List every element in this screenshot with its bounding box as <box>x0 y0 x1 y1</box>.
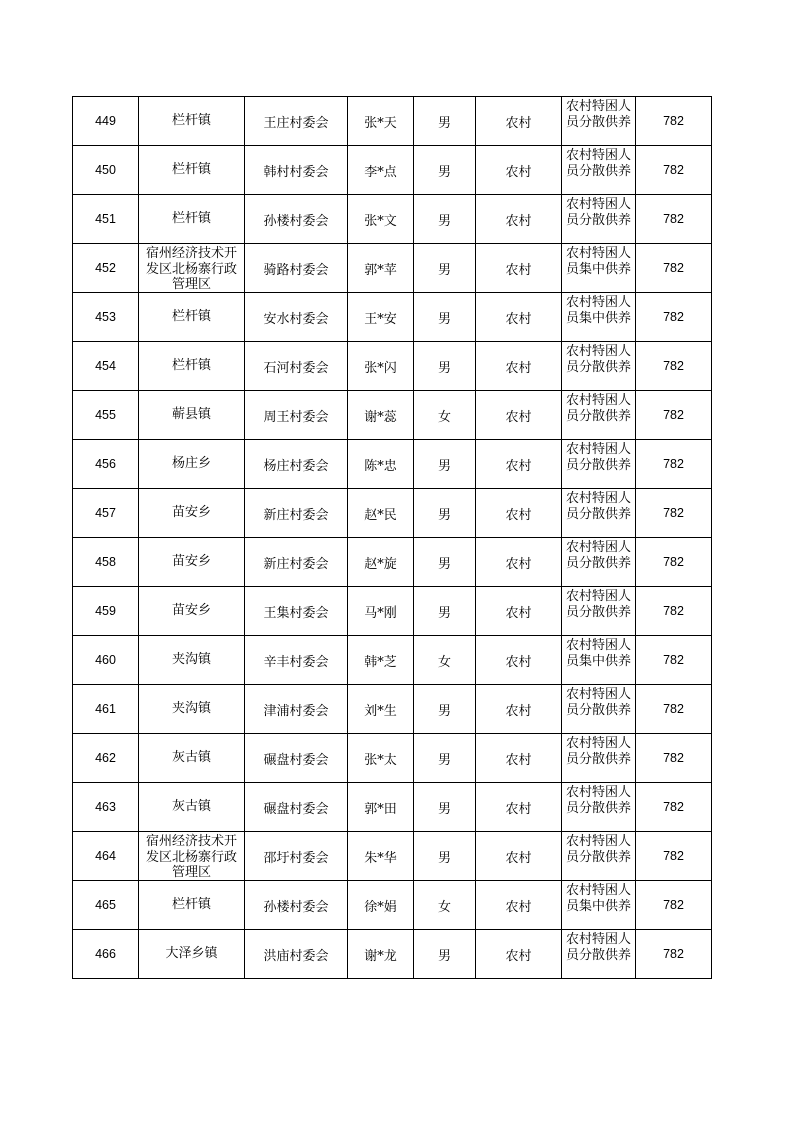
cell-support-type-wrap <box>566 343 631 389</box>
cell-serial-number: 464 <box>73 832 139 881</box>
cell-gender: 女 <box>414 391 476 440</box>
cell-support-type-wrap <box>566 833 631 879</box>
cell-serial-number: 457 <box>73 489 139 538</box>
table-body <box>73 97 712 979</box>
cell-area-type: 农村 <box>476 97 562 146</box>
cell-village-committee: 周王村委会 <box>245 391 348 440</box>
cell-township: 栏杆镇 <box>139 881 245 930</box>
cell-village-committee: 王集村委会 <box>245 587 348 636</box>
cell-support-type-wrap <box>566 539 631 585</box>
table-row <box>73 930 712 979</box>
cell-area-type: 农村 <box>476 636 562 685</box>
relief-recipients-table <box>72 96 712 979</box>
cell-amount: 782 <box>636 342 712 391</box>
cell-serial-number: 462 <box>73 734 139 783</box>
cell-support-type-text: 农村特困人员集中供养 <box>566 246 631 277</box>
cell-township: 苗安乡 <box>139 489 245 538</box>
cell-amount: 782 <box>636 734 712 783</box>
cell-area-type: 农村 <box>476 734 562 783</box>
cell-person-name: 张*太 <box>348 734 414 783</box>
cell-support-type-wrap <box>566 882 631 928</box>
table-row <box>73 391 712 440</box>
cell-village-committee: 杨庄村委会 <box>245 440 348 489</box>
cell-gender: 男 <box>414 146 476 195</box>
table-row <box>73 195 712 244</box>
cell-support-type-wrap <box>566 735 631 781</box>
cell-person-name: 李*点 <box>348 146 414 195</box>
cell-amount: 782 <box>636 930 712 979</box>
cell-amount: 782 <box>636 587 712 636</box>
cell-amount: 782 <box>636 293 712 342</box>
table-row <box>73 244 712 293</box>
cell-village-committee: 洪庙村委会 <box>245 930 348 979</box>
cell-support-type-text: 农村特困人员分散供养 <box>566 736 631 767</box>
cell-support-type <box>562 930 636 979</box>
cell-village-committee: 韩村村委会 <box>245 146 348 195</box>
cell-gender: 男 <box>414 489 476 538</box>
cell-village-committee: 新庄村委会 <box>245 538 348 587</box>
cell-serial-number: 452 <box>73 244 139 293</box>
cell-support-type <box>562 587 636 636</box>
cell-township: 夹沟镇 <box>139 685 245 734</box>
cell-township <box>139 832 245 881</box>
cell-serial-number: 460 <box>73 636 139 685</box>
cell-support-type-wrap <box>566 784 631 830</box>
cell-amount: 782 <box>636 783 712 832</box>
cell-amount: 782 <box>636 636 712 685</box>
cell-township: 苗安乡 <box>139 587 245 636</box>
cell-area-type: 农村 <box>476 489 562 538</box>
cell-person-name: 张*天 <box>348 97 414 146</box>
cell-village-committee: 碾盘村委会 <box>245 734 348 783</box>
cell-support-type-wrap <box>566 931 631 977</box>
cell-village-committee: 孙楼村委会 <box>245 195 348 244</box>
cell-gender: 男 <box>414 734 476 783</box>
cell-person-name: 韩*芝 <box>348 636 414 685</box>
cell-township: 蕲县镇 <box>139 391 245 440</box>
cell-gender: 男 <box>414 97 476 146</box>
cell-support-type-text: 农村特困人员分散供养 <box>566 589 631 620</box>
cell-support-type-wrap <box>566 637 631 683</box>
table-row <box>73 734 712 783</box>
cell-gender: 男 <box>414 587 476 636</box>
table-row <box>73 293 712 342</box>
cell-person-name: 朱*华 <box>348 832 414 881</box>
cell-support-type-wrap <box>566 147 631 193</box>
cell-township-wrap <box>142 833 241 879</box>
cell-support-type <box>562 783 636 832</box>
cell-person-name: 刘*生 <box>348 685 414 734</box>
cell-township: 夹沟镇 <box>139 636 245 685</box>
cell-amount: 782 <box>636 489 712 538</box>
cell-serial-number: 451 <box>73 195 139 244</box>
cell-gender: 男 <box>414 195 476 244</box>
table-row <box>73 832 712 881</box>
cell-township <box>139 244 245 293</box>
cell-township: 大泽乡镇 <box>139 930 245 979</box>
cell-amount: 782 <box>636 832 712 881</box>
cell-serial-number: 455 <box>73 391 139 440</box>
cell-amount: 782 <box>636 538 712 587</box>
cell-township: 栏杆镇 <box>139 146 245 195</box>
cell-serial-number: 453 <box>73 293 139 342</box>
cell-support-type-text: 农村特困人员集中供养 <box>566 295 631 326</box>
cell-support-type <box>562 146 636 195</box>
cell-support-type-text: 农村特困人员集中供养 <box>566 883 631 914</box>
cell-gender: 女 <box>414 881 476 930</box>
cell-area-type: 农村 <box>476 832 562 881</box>
cell-gender: 男 <box>414 538 476 587</box>
cell-person-name: 张*闪 <box>348 342 414 391</box>
cell-serial-number: 458 <box>73 538 139 587</box>
table-row <box>73 783 712 832</box>
cell-support-type-wrap <box>566 490 631 536</box>
cell-serial-number: 449 <box>73 97 139 146</box>
cell-support-type-text: 农村特困人员分散供养 <box>566 785 631 816</box>
cell-serial-number: 454 <box>73 342 139 391</box>
cell-area-type: 农村 <box>476 244 562 293</box>
cell-support-type <box>562 832 636 881</box>
cell-amount: 782 <box>636 97 712 146</box>
cell-support-type <box>562 342 636 391</box>
cell-township: 苗安乡 <box>139 538 245 587</box>
cell-area-type: 农村 <box>476 538 562 587</box>
cell-support-type-text: 农村特困人员分散供养 <box>566 932 631 963</box>
cell-village-committee: 王庄村委会 <box>245 97 348 146</box>
cell-township: 灰古镇 <box>139 783 245 832</box>
cell-area-type: 农村 <box>476 146 562 195</box>
cell-township: 栏杆镇 <box>139 195 245 244</box>
cell-township-wrap <box>142 245 241 291</box>
cell-support-type-text: 农村特困人员分散供养 <box>566 197 631 228</box>
cell-area-type: 农村 <box>476 342 562 391</box>
table-row <box>73 881 712 930</box>
cell-village-committee: 新庄村委会 <box>245 489 348 538</box>
table-row <box>73 97 712 146</box>
cell-amount: 782 <box>636 391 712 440</box>
cell-township: 灰古镇 <box>139 734 245 783</box>
cell-township-text: 宿州经济技术开发区北杨寨行政管理区 <box>145 834 237 879</box>
cell-person-name: 徐*娟 <box>348 881 414 930</box>
cell-support-type-text: 农村特困人员分散供养 <box>566 834 631 865</box>
cell-serial-number: 456 <box>73 440 139 489</box>
cell-support-type-text: 农村特困人员分散供养 <box>566 393 631 424</box>
table-row <box>73 538 712 587</box>
cell-amount: 782 <box>636 440 712 489</box>
cell-support-type-wrap <box>566 392 631 438</box>
cell-support-type <box>562 636 636 685</box>
cell-support-type-text: 农村特困人员分散供养 <box>566 687 631 718</box>
cell-gender: 男 <box>414 244 476 293</box>
cell-area-type: 农村 <box>476 930 562 979</box>
cell-support-type <box>562 685 636 734</box>
cell-support-type <box>562 538 636 587</box>
cell-village-committee: 辛丰村委会 <box>245 636 348 685</box>
cell-area-type: 农村 <box>476 391 562 440</box>
cell-area-type: 农村 <box>476 195 562 244</box>
cell-area-type: 农村 <box>476 783 562 832</box>
cell-person-name: 郭*苹 <box>348 244 414 293</box>
cell-serial-number: 450 <box>73 146 139 195</box>
cell-serial-number: 465 <box>73 881 139 930</box>
cell-amount: 782 <box>636 685 712 734</box>
cell-support-type <box>562 440 636 489</box>
cell-area-type: 农村 <box>476 440 562 489</box>
cell-person-name: 王*安 <box>348 293 414 342</box>
cell-gender: 男 <box>414 440 476 489</box>
cell-support-type <box>562 489 636 538</box>
table-row <box>73 342 712 391</box>
cell-village-committee: 邵圩村委会 <box>245 832 348 881</box>
cell-support-type-wrap <box>566 588 631 634</box>
cell-support-type-text: 农村特困人员分散供养 <box>566 148 631 179</box>
cell-person-name: 陈*忠 <box>348 440 414 489</box>
table-row <box>73 440 712 489</box>
cell-person-name: 张*文 <box>348 195 414 244</box>
cell-support-type-wrap <box>566 196 631 242</box>
cell-township: 杨庄乡 <box>139 440 245 489</box>
cell-village-committee: 碾盘村委会 <box>245 783 348 832</box>
cell-support-type-wrap <box>566 441 631 487</box>
cell-area-type: 农村 <box>476 587 562 636</box>
cell-village-committee: 安水村委会 <box>245 293 348 342</box>
cell-village-committee: 骑路村委会 <box>245 244 348 293</box>
cell-gender: 男 <box>414 930 476 979</box>
cell-gender: 女 <box>414 636 476 685</box>
cell-gender: 男 <box>414 342 476 391</box>
cell-serial-number: 461 <box>73 685 139 734</box>
cell-serial-number: 463 <box>73 783 139 832</box>
cell-person-name: 郭*田 <box>348 783 414 832</box>
cell-person-name: 谢*蕊 <box>348 391 414 440</box>
cell-support-type <box>562 244 636 293</box>
cell-gender: 男 <box>414 783 476 832</box>
cell-township: 栏杆镇 <box>139 293 245 342</box>
cell-village-committee: 孙楼村委会 <box>245 881 348 930</box>
table-row <box>73 636 712 685</box>
table-row <box>73 489 712 538</box>
cell-amount: 782 <box>636 195 712 244</box>
table-row <box>73 146 712 195</box>
cell-village-committee: 津浦村委会 <box>245 685 348 734</box>
cell-support-type <box>562 97 636 146</box>
cell-village-committee: 石河村委会 <box>245 342 348 391</box>
table-row <box>73 587 712 636</box>
cell-support-type-wrap <box>566 294 631 340</box>
cell-serial-number: 459 <box>73 587 139 636</box>
table-row <box>73 685 712 734</box>
cell-support-type <box>562 293 636 342</box>
cell-support-type-text: 农村特困人员分散供养 <box>566 344 631 375</box>
cell-township-text: 宿州经济技术开发区北杨寨行政管理区 <box>145 246 237 291</box>
cell-person-name: 赵*旋 <box>348 538 414 587</box>
cell-support-type-wrap <box>566 98 631 144</box>
cell-support-type-wrap <box>566 245 631 291</box>
cell-amount: 782 <box>636 244 712 293</box>
cell-support-type <box>562 881 636 930</box>
cell-area-type: 农村 <box>476 685 562 734</box>
cell-township: 栏杆镇 <box>139 342 245 391</box>
cell-area-type: 农村 <box>476 881 562 930</box>
cell-support-type <box>562 391 636 440</box>
cell-person-name: 马*刚 <box>348 587 414 636</box>
cell-gender: 男 <box>414 832 476 881</box>
cell-amount: 782 <box>636 146 712 195</box>
cell-serial-number: 466 <box>73 930 139 979</box>
cell-gender: 男 <box>414 685 476 734</box>
cell-support-type <box>562 734 636 783</box>
cell-support-type-text: 农村特困人员分散供养 <box>566 99 631 130</box>
cell-area-type: 农村 <box>476 293 562 342</box>
cell-support-type-text: 农村特困人员分散供养 <box>566 491 631 522</box>
cell-support-type-wrap <box>566 686 631 732</box>
cell-person-name: 谢*龙 <box>348 930 414 979</box>
cell-support-type-text: 农村特困人员分散供养 <box>566 442 631 473</box>
cell-support-type <box>562 195 636 244</box>
cell-support-type-text: 农村特困人员集中供养 <box>566 638 631 669</box>
cell-support-type-text: 农村特困人员分散供养 <box>566 540 631 571</box>
cell-gender: 男 <box>414 293 476 342</box>
cell-township: 栏杆镇 <box>139 97 245 146</box>
cell-amount: 782 <box>636 881 712 930</box>
cell-person-name: 赵*民 <box>348 489 414 538</box>
